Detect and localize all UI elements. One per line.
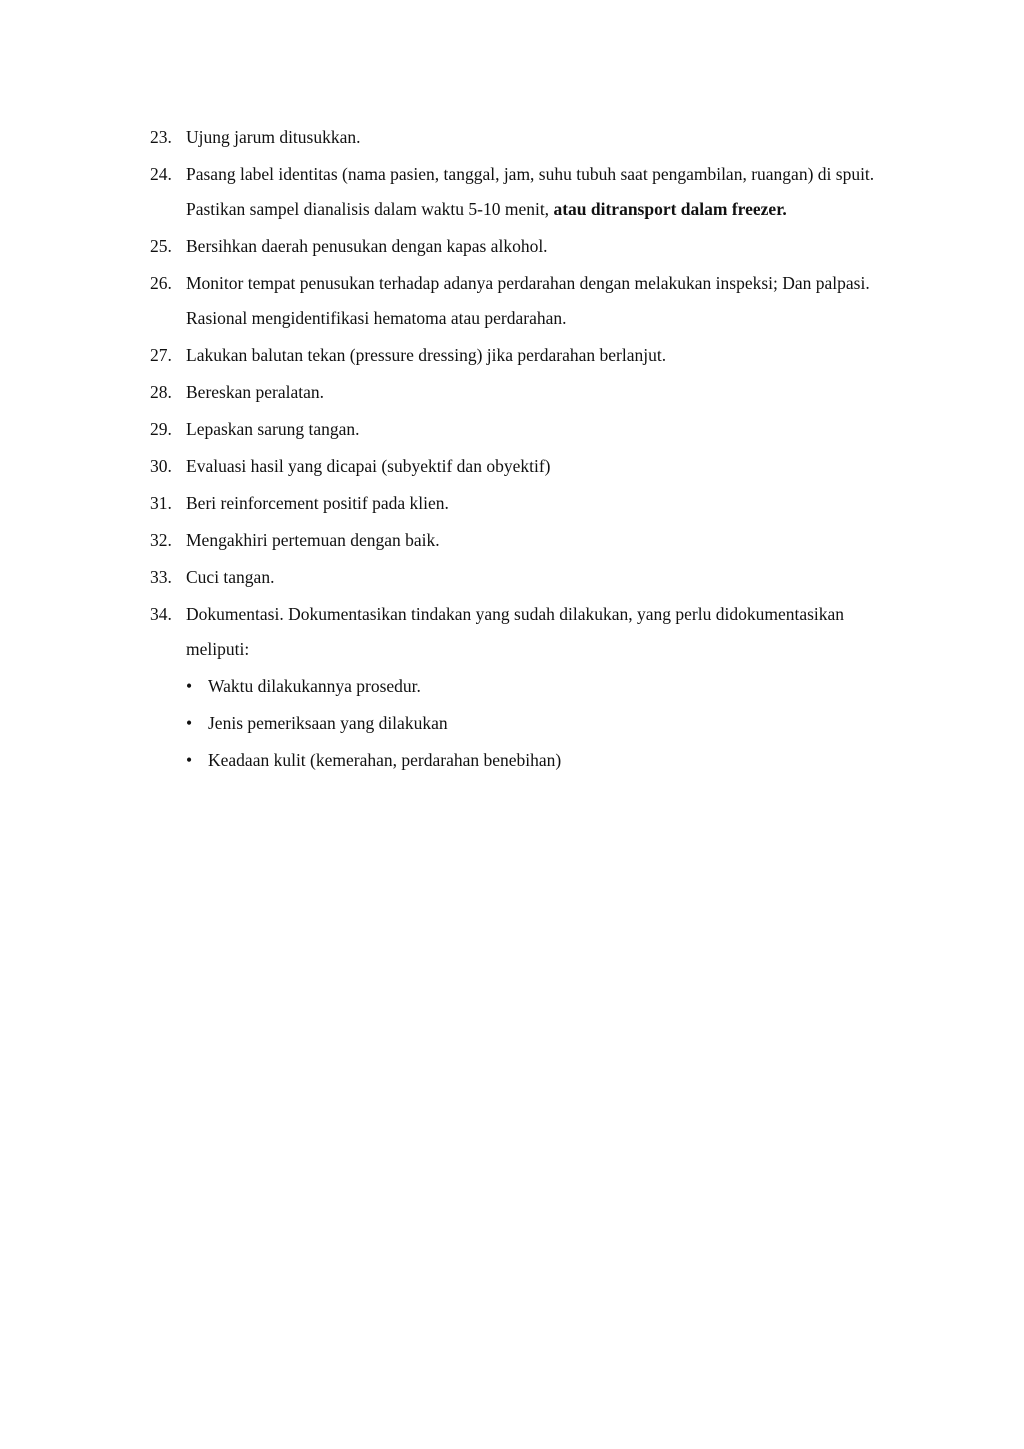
bullet-item [186, 669, 890, 704]
item-text: Beri reinforcement positif pada klien. [186, 493, 449, 513]
item-text: Evaluasi hasil yang dicapai (subyektif dan obyektif) [186, 456, 551, 476]
item-number: 34. [150, 604, 172, 624]
item-text-bold: atau ditransport dalam freezer. [553, 199, 787, 219]
list-item-31 [150, 486, 890, 521]
item-number: 25. [150, 236, 172, 256]
item-text: Lepaskan sarung tangan. [186, 419, 360, 439]
item-text: Lakukan balutan tekan (pressure dressing) jika perdarahan berlanjut. [186, 345, 667, 365]
item-text: Ujung jarum ditusukkan. [186, 127, 361, 147]
bullet-icon: • [186, 676, 193, 696]
item-number: 33. [150, 567, 172, 587]
item-number: 24. [150, 164, 172, 184]
item-number: 23. [150, 127, 172, 147]
item-number: 29. [150, 419, 172, 439]
list-item-28 [150, 375, 890, 410]
list-item-30 [150, 449, 890, 484]
bullet-text: Keadaan kulit (kemerahan, perdarahan benebihan) [208, 750, 562, 770]
item-number: 27. [150, 345, 172, 365]
list-item-25 [150, 229, 890, 264]
item-text: Cuci tangan. [186, 567, 275, 587]
item-text: Monitor tempat penusukan terhadap adanya perdarahan dengan melakukan inspeksi; Dan palpasi. Rasional mengidentifikasi hematoma atau perdarahan. [186, 273, 870, 328]
item-number: 30. [150, 456, 172, 476]
bullet-text: Jenis pemeriksaan yang dilakukan [208, 713, 448, 733]
bullet-item [186, 743, 890, 778]
list-item-27 [150, 338, 890, 373]
list-item-26 [150, 266, 890, 336]
item-number: 28. [150, 382, 172, 402]
documentation-bullet-list [186, 669, 890, 778]
list-item-24 [150, 157, 890, 227]
bullet-item [186, 706, 890, 741]
list-item-32 [150, 523, 890, 558]
bullet-icon: • [186, 750, 193, 770]
bullet-icon: • [186, 713, 193, 733]
item-text: Pasang label identitas (nama pasien, tanggal, jam, suhu tubuh saat pengambilan, ruangan) di spuit. Pastikan sampel dianalisis dalam waktu 5-10 menit, [186, 164, 875, 219]
item-number: 31. [150, 493, 172, 513]
item-number: 32. [150, 530, 172, 550]
list-item-34 [150, 597, 890, 778]
item-text: Dokumentasi. Dokumentasikan tindakan yang sudah dilakukan, yang perlu didokumentasikan meliputi: [186, 604, 845, 659]
item-text: Bersihkan daerah penusukan dengan kapas alkohol. [186, 236, 548, 256]
bullet-text: Waktu dilakukannya prosedur. [208, 676, 421, 696]
item-text: Bereskan peralatan. [186, 382, 324, 402]
list-item-33 [150, 560, 890, 595]
list-item-29 [150, 412, 890, 447]
item-number: 26. [150, 273, 172, 293]
list-item-23 [150, 120, 890, 155]
item-text: Mengakhiri pertemuan dengan baik. [186, 530, 440, 550]
procedure-steps-list [150, 120, 890, 780]
